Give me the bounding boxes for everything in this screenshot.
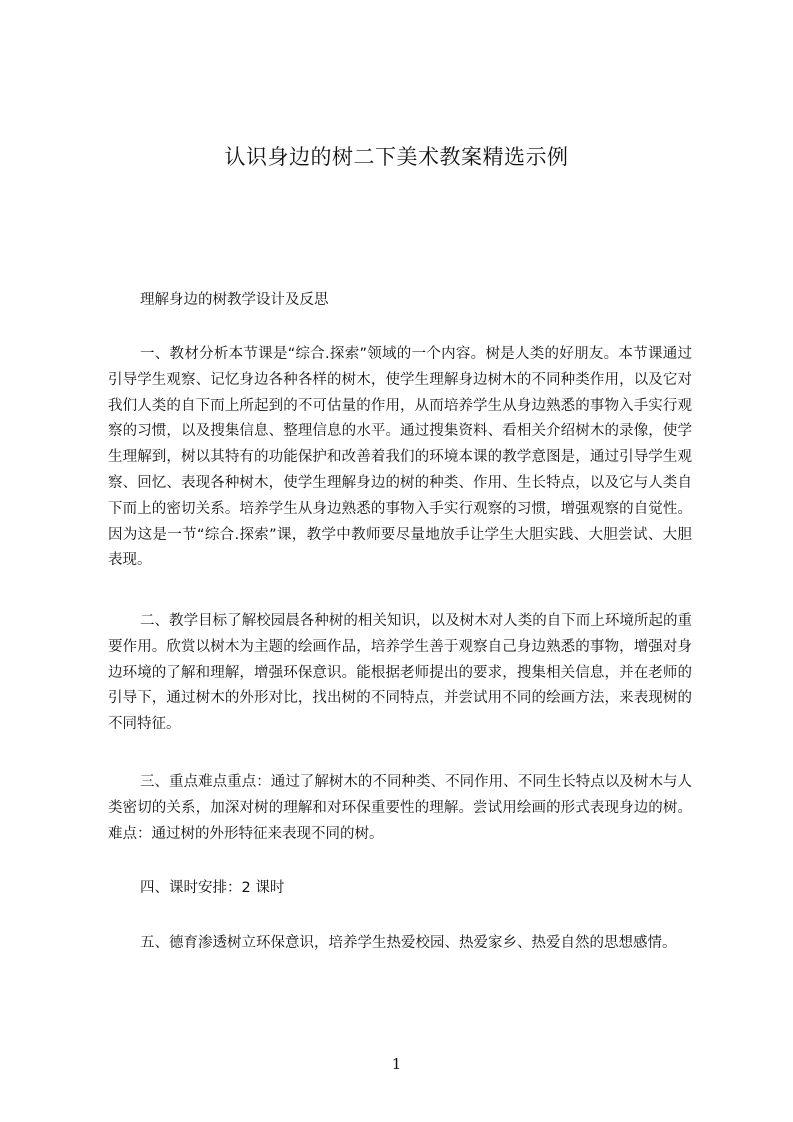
section-class-schedule: 四、课时安排：2 课时 [140, 880, 285, 896]
section-key-difficult-points: 三、重点难点重点：通过了解树木的不同种类、不同作用、不同生长特点以及树木与人类密切的关系，加深对树的理解和对环保重要性的理解。尝试用绘画的形式表现身边的树。难点：通过树的外形特征来表现不同的树。 [108, 774, 692, 842]
section-teaching-objectives: 二、教学目标了解校园晨各种树的相关知识，以及树木对人类的自下而上环境所起的重要作用。欣赏以树木为主题的绘画作品，培养学生善于观察自己身边熟悉的事物，增强对身边环境的了解和理解，增强环保意识。能根据老师提出的要求，搜集相关信息，并在老师的引导下，通过树木的外形对比，找出树的不同特点，并尝试用不同的绘画方法，来表现树的不同特征。 [108, 613, 692, 733]
section-teaching-material-analysis: 一、教材分析本节课是“综合.探索”领域的一个内容。树是人类的好朋友。本节课通过引导学生观察、记忆身边各种各样的树木，使学生理解身边树木的不同种类作用，以及它对我们人类的自下而上所起到的不可估量的作用，从而培养学生从身边熟悉的事物入手实行观察的习惯，以及搜集信息、整理信息的水平。通过搜集资料、看相关介绍树木的录像，使学生理解到，树以其特有的功能保护和改善着我们的环境本课的教学意图是，通过引导学生观察、回忆、表现各种树木，使学生理解身边的树的种类、作用、生长特点，以及它与人类自下而上的密切关系。培养学生从身边熟悉的事物入手实行观察的习惯，增强观察的自觉性。因为这是一节“综合.探索”课，教学中教师要尽量地放手让学生大胆实践、大胆尝试、大胆表现。 [108, 346, 692, 569]
section-moral-education: 五、德育渗透树立环保意识，培养学生热爱校园、热爱家乡、热爱自然的思想感情。 [140, 935, 677, 951]
page-title: 认识身边的树二下美术教案精选示例 [224, 145, 569, 169]
page-number: 1 [391, 1055, 402, 1073]
document-subtitle: 理解身边的树教学设计及反思 [140, 292, 329, 308]
